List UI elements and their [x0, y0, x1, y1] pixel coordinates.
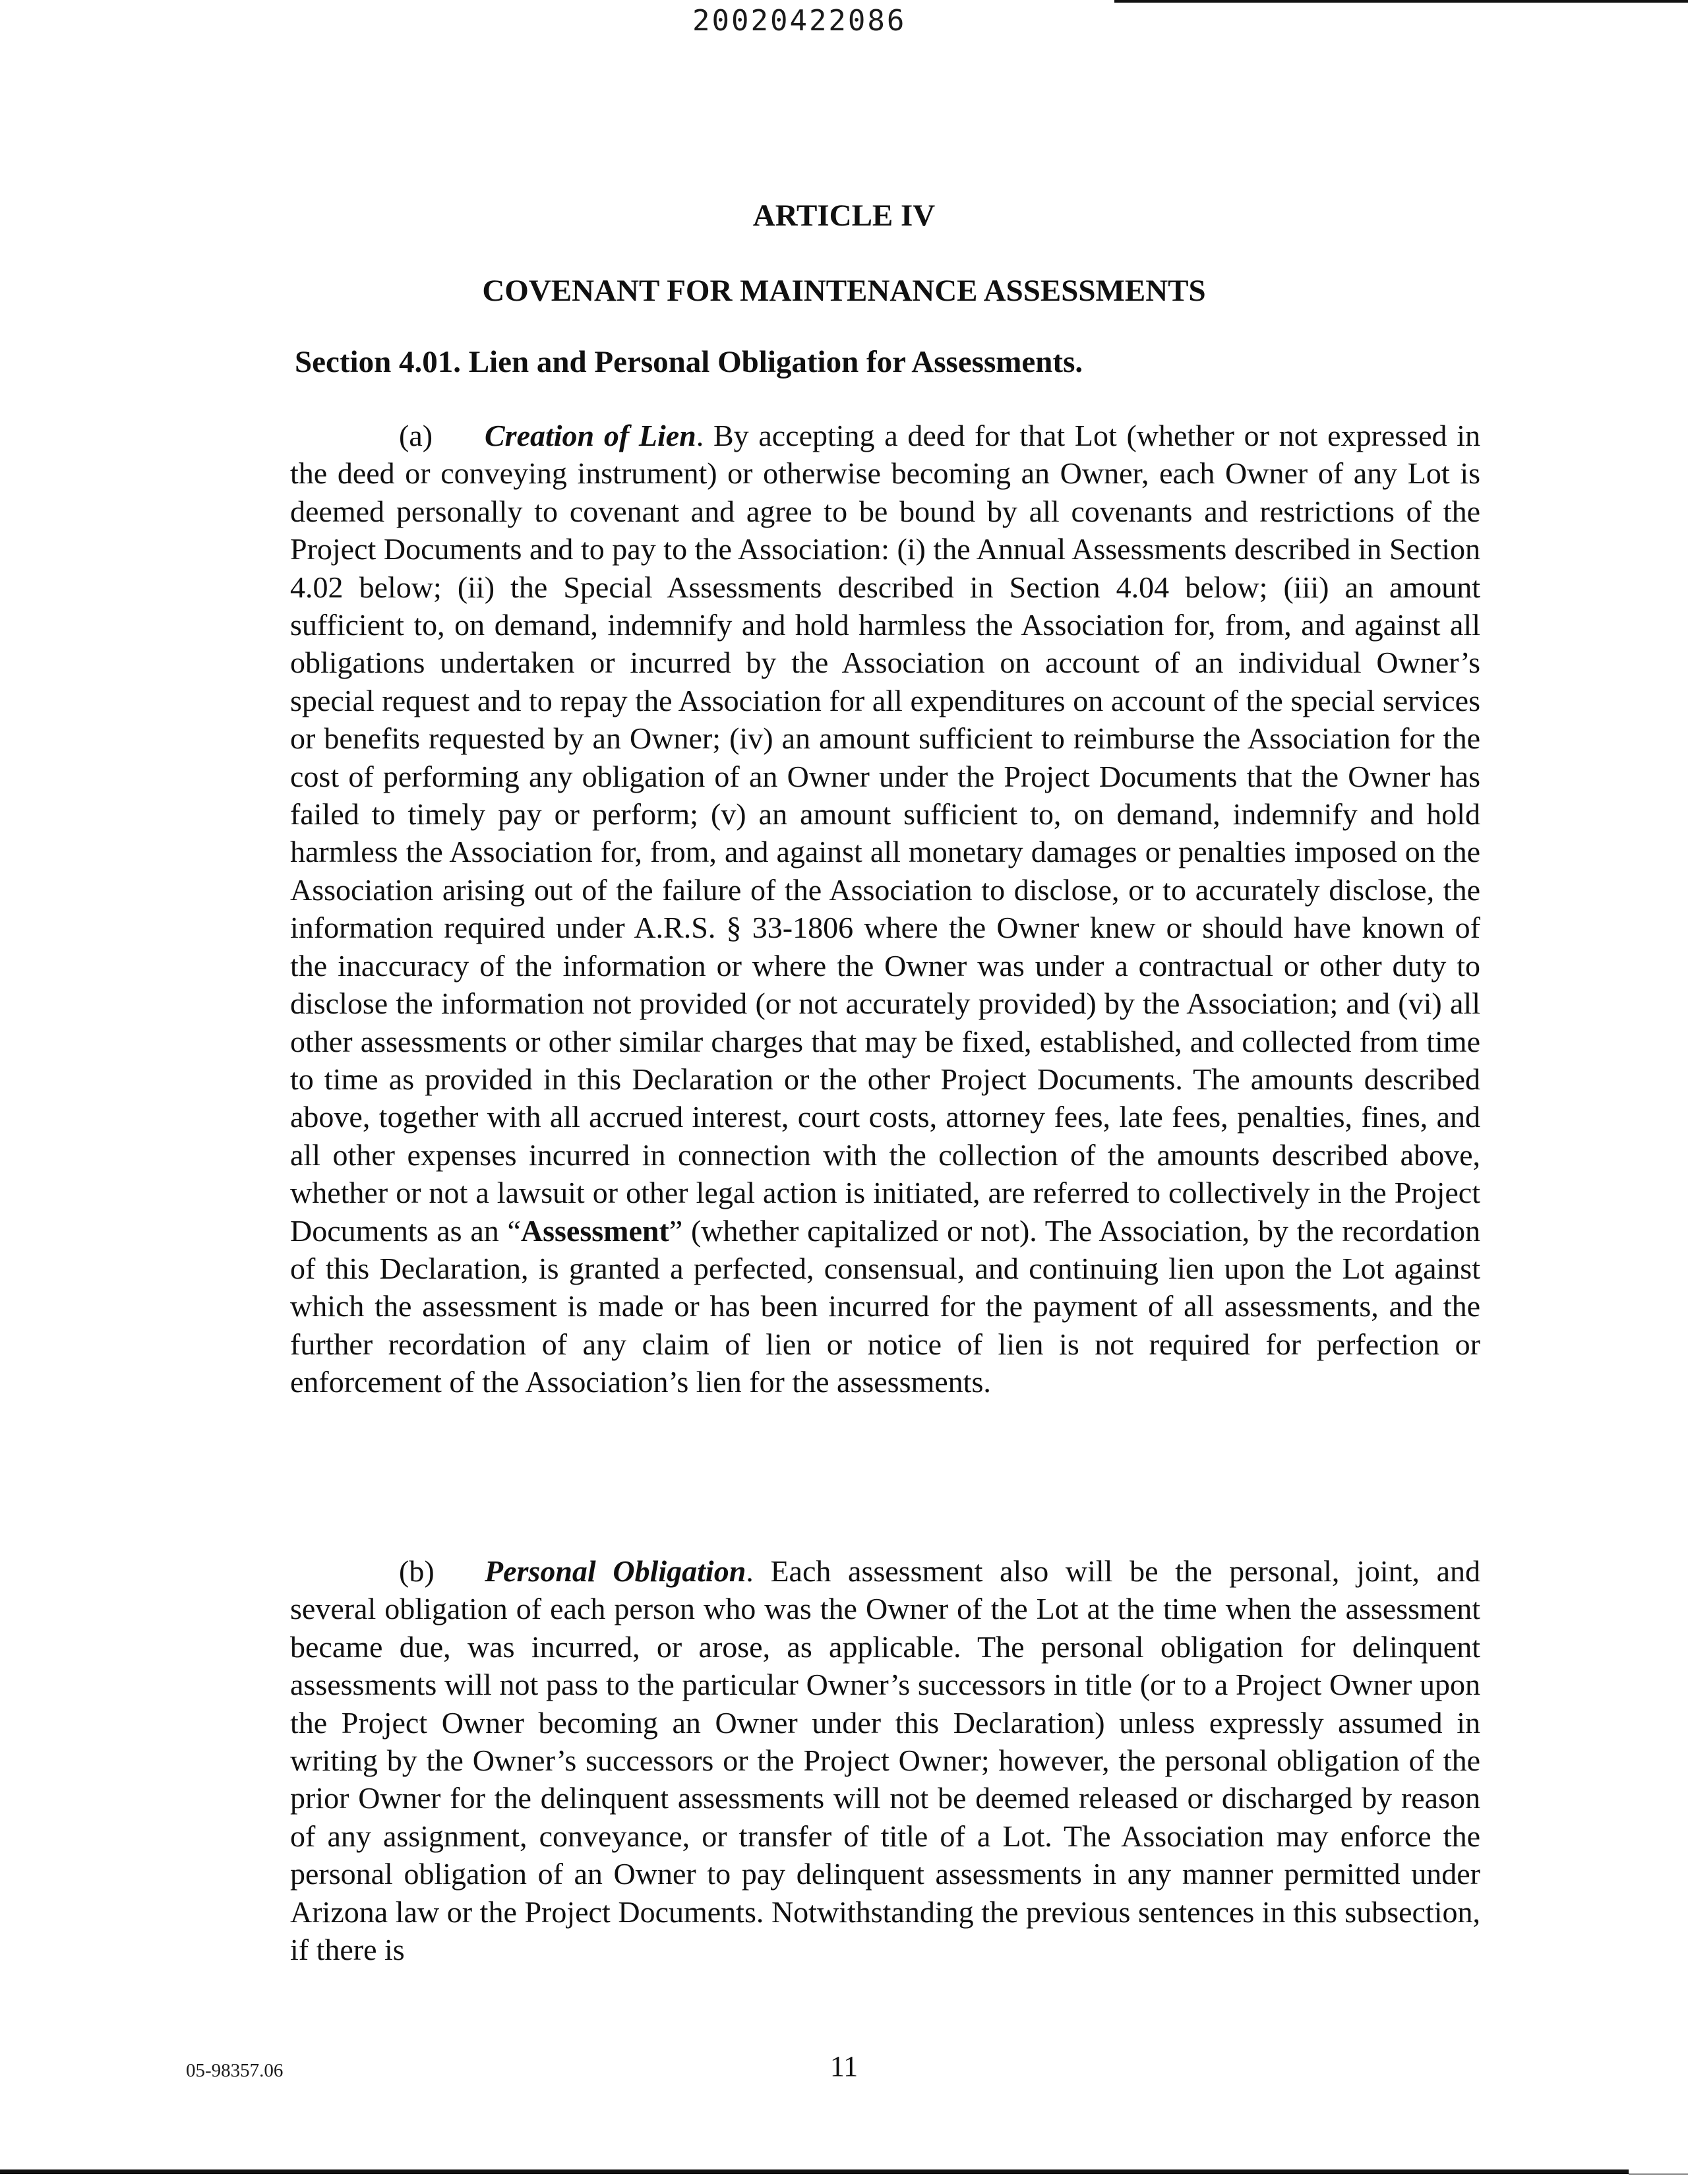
paragraph-a-text-2: ” (whether capitalized or not). The Association, by the recordation of this Declaration, is granted a perfected, consensual, and continuing lien upon the Lot against which the assessment is made or has been incurred for the payment of all assessments, and the further recordation of any claim of lien or notice of lien is not required for perfection or enforcement of the Association’s lien for the assessments. — [290, 1213, 1480, 1399]
paragraph-b-label: (b) — [399, 1554, 435, 1588]
paragraph-b-heading: Personal Obligation — [485, 1554, 746, 1588]
paragraph-a-text-1: . By accepting a deed for that Lot (whether or not expressed in the deed or conveying instrument) or otherwise becoming an Owner, each Owner of any Lot is deemed personally to covenant and agree to be bound by all covenants and restrictions of the Project Documents and to pay to the Association: (i) the Annual Assessments described in Section 4.02 below; (ii) the Special Assessments described in Section 4.04 below; (iii) an amount sufficient to, on demand, indemnify and hold harmless the Association for, from, and against all obligations undertaken or incurred by the Association on account of an individual Owner’s special request and to repay the Association for all expenditures on account of the special services or benefits requested by an Owner; (iv) an amount sufficient to reimburse the Association for the cost of performing any obligation of an Owner under the Project Documents that the Owner has failed to timely pay or perform; (v) an amount sufficient to, on demand, indemnify and hold harmless the Association for, from, and against all monetary damages or penalties imposed on the Association arising out of the failure of the Association to disclose, or to accurately disclose, the information required under A.R.S. § 33-1806 where the Owner knew or should have known of the inaccuracy of the information or where the Owner was under a contractual or other duty to disclose the information not provided (or not accurately provided) by the Association; and (vi) all other assessments or other similar charges that may be fixed, established, and collected from time to time as provided in this Declaration or the other Project Documents. The amounts described above, together with all accrued interest, court costs, attorney fees, late fees, penalties, fines, and all other expenses incurred in connection with the collection of the amounts described above, whether or not a lawsuit or other legal action is initiated, are referred to collectively in the Project Documents as an “ — [290, 419, 1480, 1248]
bottom-scan-rule — [0, 2169, 1629, 2174]
paragraph-b — [290, 1552, 1480, 1968]
article-subtitle: COVENANT FOR MAINTENANCE ASSESSMENTS — [482, 274, 1206, 308]
top-scan-rule — [1114, 0, 1688, 3]
article-title: ARTICLE IV — [752, 198, 936, 233]
paragraph-a-label: (a) — [399, 419, 433, 452]
recording-number: 20020422086 — [692, 4, 907, 38]
section-heading: Section 4.01. Lien and Personal Obligation for Assessments. — [295, 345, 1083, 379]
page-number: 11 — [829, 2050, 859, 2082]
document-code: 05-98357.06 — [186, 2060, 284, 2081]
bottom-scan-rule-faint — [1629, 2173, 1688, 2175]
paragraph-a — [290, 417, 1480, 1401]
paragraph-a-heading: Creation of Lien — [485, 419, 696, 452]
paragraph-b-text: . Each assessment also will be the personal, joint, and several obligation of each person who was the Owner of the Lot at the time when the assessment became due, was incurred, or arose, as applicable. The personal obligation for delinquent assessments will not pass to the particular Owner’s successors in title (or to a Project Owner upon the Project Owner becoming an Owner under this Declaration) unless expressly assumed in writing by the Owner’s successors or the Project Owner; however, the personal obligation of the prior Owner for the delinquent assessments will not be deemed released or discharged by reason of any assignment, conveyance, or transfer of title of a Lot. The Association may enforce the personal obligation of an Owner to pay delinquent assessments in any manner permitted under Arizona law or the Project Documents. Notwithstanding the previous sentences in this subsection, if there is — [290, 1554, 1481, 1967]
defined-term-assessment: Assessment — [520, 1213, 669, 1248]
